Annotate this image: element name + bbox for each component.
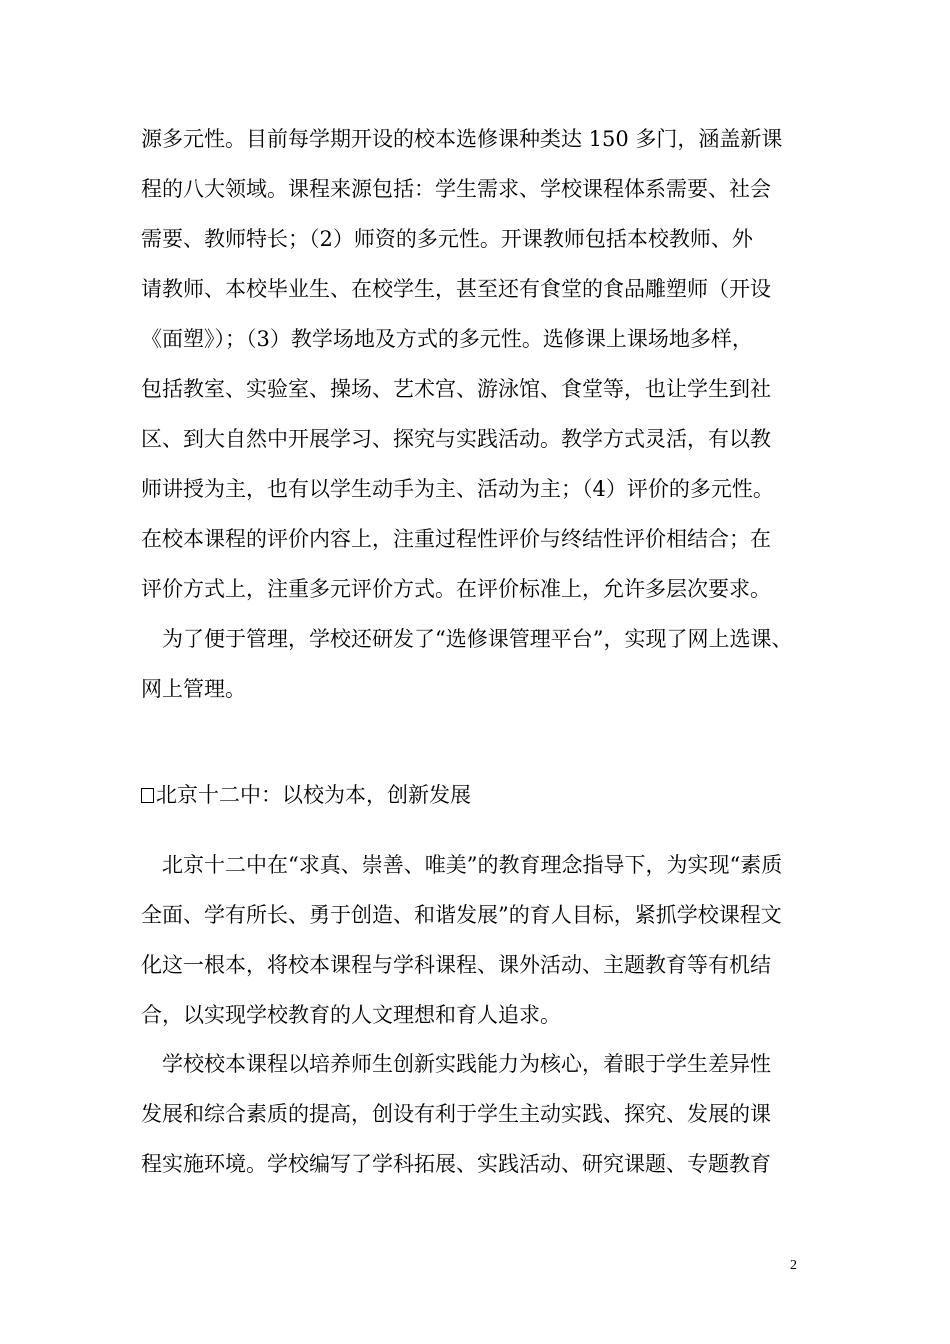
- page-number: 2: [790, 1258, 797, 1273]
- text-line: 学校校本课程以培养师生创新实践能力为核心，着眼于学生差异性: [162, 1052, 771, 1076]
- text-line: 评价方式上，注重多元评价方式。在评价标准上，允许多层次要求。: [141, 577, 771, 601]
- text-line: 北京十二中在“求真、崇善、唯美”的教育理念指导下，为实现“素质: [162, 853, 783, 877]
- text-line: 《面塑》）；（3）教学场地及方式的多元性。选修课上课场地多样，: [141, 327, 753, 351]
- text-line: 程实施环境。学校编写了学科拓展、实践活动、研究课题、专题教育: [141, 1152, 771, 1176]
- text-line: 包括教室、实验室、操场、艺术宫、游泳馆、食堂等，也让学生到社: [141, 377, 771, 401]
- text-line: 请教师、本校毕业生、在校学生，甚至还有食堂的食品雕塑师（开设: [141, 277, 771, 301]
- text-line: 区、到大自然中开展学习、探究与实践活动。教学方式灵活，有以教: [141, 427, 771, 451]
- text-line: 程的八大领域。课程来源包括：学生需求、学校课程体系需要、社会: [141, 177, 771, 201]
- text-line: 师讲授为主，也有以学生动手为主、活动为主；（4）评价的多元性。: [141, 477, 774, 501]
- text-line: 需要、教师特长；（2）师资的多元性。开课教师包括本校教师、外: [141, 227, 753, 251]
- text-line: 化这一根本，将校本课程与学科课程、课外活动、主题教育等有机结: [141, 953, 771, 977]
- text-line: 源多元性。目前每学期开设的校本选修课种类达 150 多门，涵盖新课: [141, 127, 783, 151]
- paragraph-diversity: [141, 114, 831, 614]
- text-line: 在校本课程的评价内容上，注重过程性评价与终结性评价相结合；在: [141, 527, 771, 551]
- text-line: 网上管理。: [141, 677, 246, 701]
- text-line: 发展和综合素质的提高，创设有利于学生主动实践、探究、发展的课: [141, 1102, 771, 1126]
- text-line: 合，以实现学校教育的人文理想和育人追求。: [141, 1003, 561, 1027]
- text-line: 全面、学有所长、勇于创造、和谐发展”的育人目标，紧抓学校课程文: [141, 903, 782, 927]
- section-heading-text: 北京十二中：以校为本，创新发展: [156, 783, 471, 807]
- section-heading: [141, 770, 471, 820]
- checkbox-icon: [141, 788, 154, 803]
- text-line: 为了便于管理，学校还研发了“选修课管理平台”，实现了网上选课、: [162, 627, 793, 651]
- paragraph-management-platform: [141, 614, 831, 714]
- paragraph-school-curriculum: [141, 1039, 831, 1189]
- paragraph-education-philosophy: [141, 840, 831, 1040]
